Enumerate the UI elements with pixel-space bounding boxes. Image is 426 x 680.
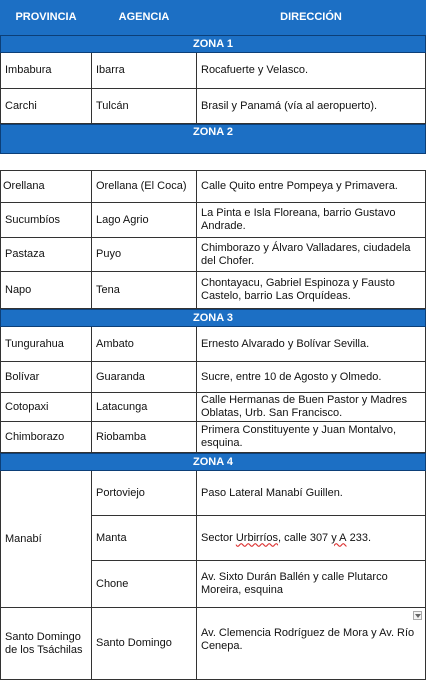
table-row bbox=[0, 53, 426, 89]
cell-provincia: Bolívar bbox=[0, 362, 92, 393]
table-row bbox=[0, 393, 426, 422]
cell-direccion bbox=[196, 516, 426, 561]
cell-agencia: Latacunga bbox=[91, 393, 197, 422]
header-direccion: DIRECCIÓN bbox=[196, 0, 426, 35]
cell-direccion-text: Av. Clemencia Rodríguez de Mora y Av. Río Cenepa. bbox=[201, 627, 415, 652]
table-row bbox=[0, 516, 426, 561]
cell-agencia: Riobamba bbox=[91, 422, 197, 453]
cell-direccion: Paso Lateral Manabí Guillen. bbox=[196, 471, 426, 516]
dropdown-arrow-icon[interactable] bbox=[413, 611, 422, 620]
cell-agencia: Guaranda bbox=[91, 362, 197, 393]
direccion-part: 233. bbox=[346, 531, 371, 544]
table-row bbox=[0, 561, 426, 608]
zone-2-row bbox=[0, 124, 426, 154]
cell-direccion[interactable] bbox=[196, 608, 426, 680]
cell-agencia: Puyo bbox=[91, 238, 197, 272]
zone-1-row bbox=[0, 35, 426, 53]
header-agencia: AGENCIA bbox=[91, 0, 197, 35]
cell-agencia: Orellana (El Coca) bbox=[91, 171, 197, 203]
cell-direccion: Calle Quito entre Pompeya y Primavera. bbox=[196, 171, 426, 203]
header-provincia: PROVINCIA bbox=[0, 0, 92, 35]
cell-direccion: Brasil y Panamá (vía al aeropuerto). bbox=[196, 89, 426, 124]
table-row bbox=[0, 272, 426, 309]
cell-direccion: Sucre, entre 10 de Agosto y Olmedo. bbox=[196, 362, 426, 393]
cell-agencia: Ibarra bbox=[91, 53, 197, 89]
cell-direccion: Calle Hermanas de Buen Pastor y Madres Oblatas, Urb. San Francisco. bbox=[196, 393, 426, 422]
cell-agencia: Tena bbox=[91, 272, 197, 309]
cell-provincia: Orellana bbox=[0, 171, 92, 203]
cell-provincia: Sucumbíos bbox=[0, 203, 92, 238]
cell-provincia: Carchi bbox=[0, 89, 92, 124]
cell-direccion: Av. Sixto Durán Ballén y calle Plutarco Moreira, esquina bbox=[196, 561, 426, 608]
table-row bbox=[0, 238, 426, 272]
table-row bbox=[0, 422, 426, 453]
cell-provincia: Napo bbox=[0, 272, 92, 309]
table-header bbox=[0, 0, 426, 35]
cell-agencia: Tulcán bbox=[91, 89, 197, 124]
cell-provincia: Chimborazo bbox=[0, 422, 92, 453]
cell-agencia: Portoviejo bbox=[91, 471, 197, 516]
spellcheck-word: y A bbox=[331, 531, 347, 544]
cell-provincia: Manabí bbox=[0, 471, 92, 608]
cell-direccion: Primera Constituyente y Juan Montalvo, esquina. bbox=[196, 422, 426, 453]
table-row bbox=[0, 203, 426, 238]
table-row bbox=[0, 89, 426, 124]
table-row bbox=[0, 170, 426, 203]
cell-direccion: Chontayacu, Gabriel Espinoza y Fausto Castelo, barrio Las Orquídeas. bbox=[196, 272, 426, 309]
cell-direccion: Rocafuerte y Velasco. bbox=[196, 53, 426, 89]
zone-label: ZONA 1 bbox=[0, 35, 426, 53]
cell-agencia: Manta bbox=[91, 516, 197, 561]
cell-direccion: La Pinta e Isla Floreana, barrio Gustavo Andrade. bbox=[196, 203, 426, 238]
zone-label: ZONA 4 bbox=[0, 453, 426, 471]
cell-provincia: Tungurahua bbox=[0, 327, 92, 362]
cell-direccion: Ernesto Alvarado y Bolívar Sevilla. bbox=[196, 327, 426, 362]
zone-label: ZONA 2 bbox=[0, 124, 426, 154]
cell-agencia: Ambato bbox=[91, 327, 197, 362]
direccion-part: Sector bbox=[201, 531, 236, 544]
cell-direccion: Chimborazo y Álvaro Valladares, ciudadela del Chofer. bbox=[196, 238, 426, 272]
table-row bbox=[0, 327, 426, 362]
zone-4-row bbox=[0, 453, 426, 471]
cell-provincia: Imbabura bbox=[0, 53, 92, 89]
zone-3-row bbox=[0, 309, 426, 327]
spellcheck-word: Urbirríos bbox=[235, 531, 279, 544]
cell-provincia: Cotopaxi bbox=[0, 393, 92, 422]
cell-agencia: Lago Agrio bbox=[91, 203, 197, 238]
cell-agencia: Santo Domingo bbox=[91, 608, 197, 680]
table-row bbox=[0, 471, 426, 516]
cell-provincia: Pastaza bbox=[0, 238, 92, 272]
table-row bbox=[0, 362, 426, 393]
zone-label: ZONA 3 bbox=[0, 309, 426, 327]
direccion-part: , calle 307 bbox=[278, 531, 332, 544]
cell-provincia: Santo Domingo de los Tsáchilas bbox=[0, 608, 92, 680]
cell-agencia: Chone bbox=[91, 561, 197, 608]
table-row bbox=[0, 608, 426, 680]
